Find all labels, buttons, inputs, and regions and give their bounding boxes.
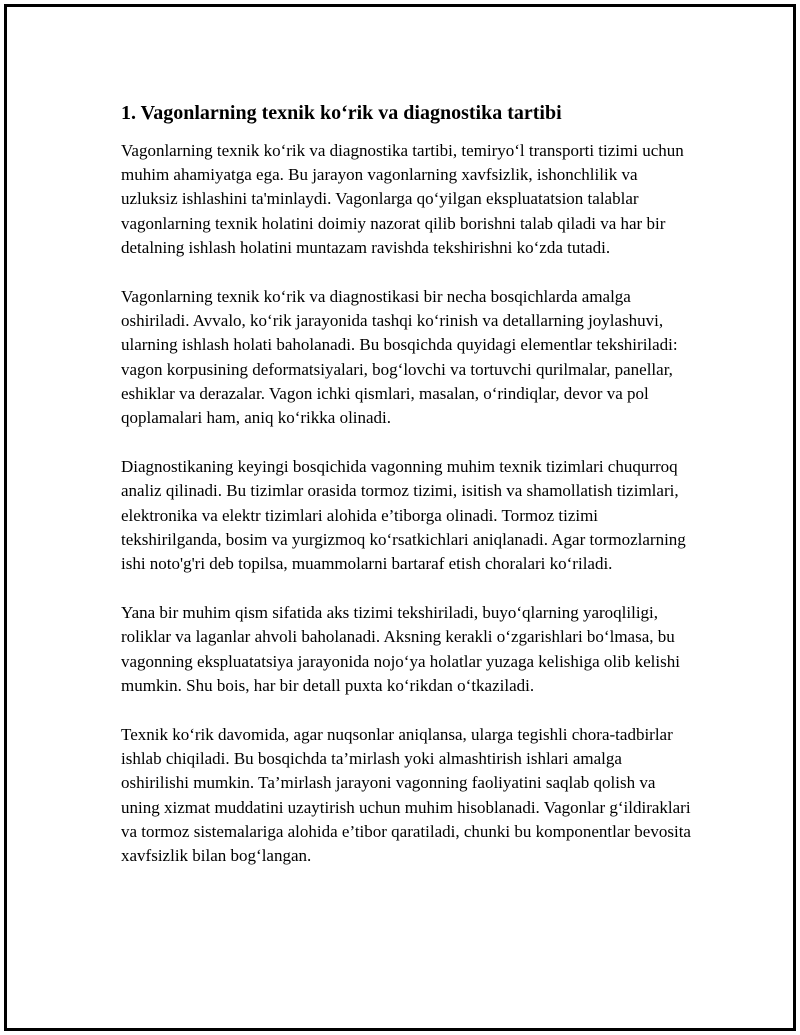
paragraph-1: Vagonlarning texnik koʻrik va diagnostika tartibi, temiryoʻl transporti tizimi uchun muhim ahamiyatga ega. Bu jarayon vagonlarning xavfsizlik, ishonchlilik va uzluksiz ishlashini ta'minlaydi. Vagonlarga qoʻyilgan ekspluatatsion talablar vagonlarning texnik holatini doimiy nazorat qilib borishni talab qiladi va har bir detalning ishlash holatini muntazam ravishda tekshirishni koʻzda tutadi. xyxy=(121,141,684,257)
paragraph-4: Yana bir muhim qism sifatida aks tizimi tekshiriladi, buyoʻqlarning yaroqliligi, roliklar va laganlar ahvoli baholanadi. Aksning kerakli oʻzgarishlari boʻlmasa, bu vagonning ekspluatatsiya jarayonida nojoʻya holatlar yuzaga kelishiga olib kelishi mumkin. Shu bois, har bir detall puxta koʻrikdan oʻtkaziladi. xyxy=(121,603,680,695)
document-body xyxy=(121,100,691,893)
paragraph-5: Texnik koʻrik davomida, agar nuqsonlar aniqlansa, ularga tegishli chora-tadbirlar ishlab chiqiladi. Bu bosqichda ta’mirlash yoki almashtirish ishlari amalga oshirilishi mumkin. Ta’mirlash jarayoni vagonning faoliyatini saqlab qolish va uning xizmat muddatini uzaytirish uchun muhim hisoblanadi. Vagonlar gʻildiraklari va tormoz sistemalariga alohida e’tibor qaratiladi, chunki bu komponentlar bevosita xavfsizlik bilan bogʻlangan. xyxy=(121,725,691,866)
paragraph-3: Diagnostikaning keyingi bosqichida vagonning muhim texnik tizimlari chuqurroq analiz qilinadi. Bu tizimlar orasida tormoz tizimi, isitish va shamollatish tizimlari, elektronika va elektr tizimlari alohida e’tiborga olinadi. Tormoz tizimi tekshirilganda, bosim va yurgizmoq koʻrsatkichlari aniqlanadi. Agar tormozlarning ishi noto'g'ri deb topilsa, muammolarni bartaraf etish choralari koʻriladi. xyxy=(121,457,686,574)
page-frame xyxy=(4,4,796,1031)
paragraph-2: Vagonlarning texnik koʻrik va diagnostikasi bir necha bosqichlarda amalga oshiriladi. Avvalo, koʻrik jarayonida tashqi koʻrinish va detallarning joylashuvi, ularning ishlash holati baholanadi. Bu bosqichda quyidagi elementlar tekshiriladi: vagon korpusining deformatsiyalari, bogʻlovchi va tortuvchi qurilmalar, panellar, eshiklar va derazalar. Vagon ichki qismlari, masalan, oʻrindiqlar, devor va pol qoplamalari ham, aniq koʻrikka olinadi. xyxy=(121,287,678,428)
page-title: 1. Vagonlarning texnik koʻrik va diagnostika tartibi xyxy=(121,102,562,124)
